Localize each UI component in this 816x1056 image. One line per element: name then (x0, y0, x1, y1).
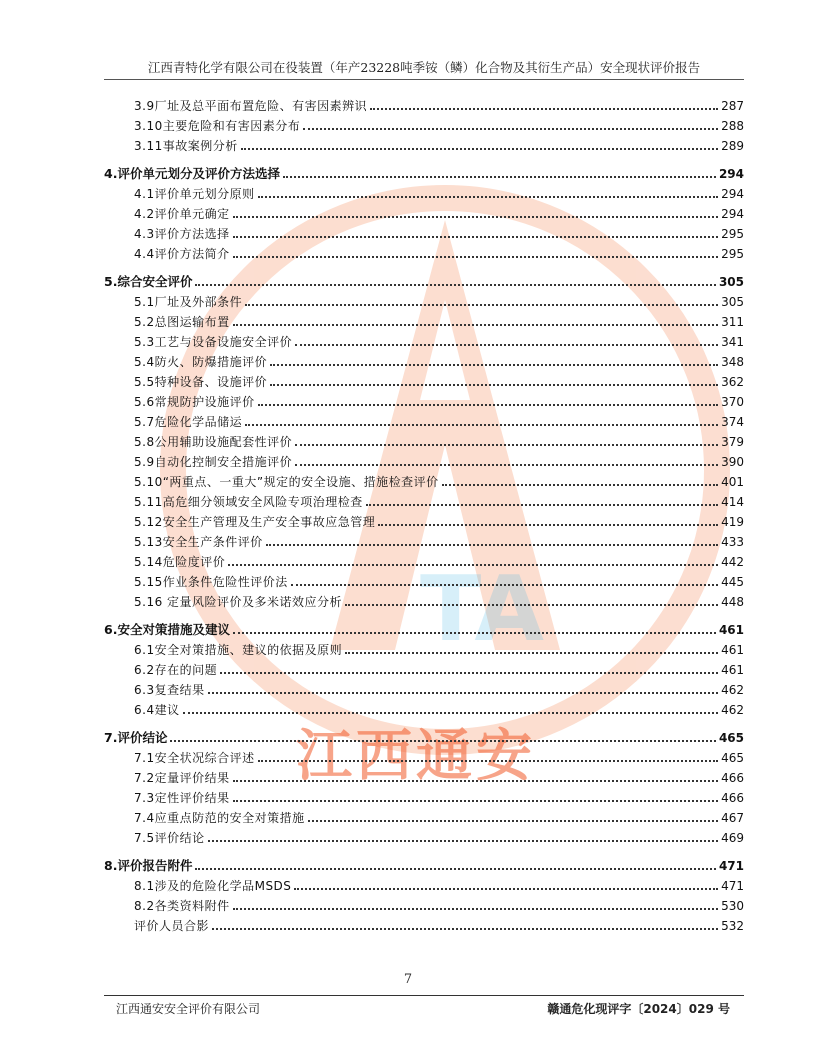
toc-dot-leader (442, 483, 718, 486)
toc-section-entry[interactable] (104, 309, 744, 329)
toc-entry-page: 370 (721, 395, 744, 409)
toc-dot-leader (378, 523, 718, 526)
toc-section-entry[interactable] (104, 745, 744, 765)
toc-chapter-entry[interactable] (104, 853, 744, 873)
toc-entry-page: 390 (721, 455, 744, 469)
toc-dot-leader (195, 283, 715, 286)
toc-entry-title: 6.1安全对策措施、建议的依据及原则 (134, 643, 343, 657)
toc-dot-leader (228, 563, 718, 566)
toc-chapter-entry[interactable] (104, 269, 744, 289)
toc-entry-page: 466 (721, 791, 744, 805)
toc-entry-title: 3.9厂址及总平面布置危险、有害因素辨识 (134, 99, 368, 113)
toc-entry-title: 3.10主要危险和有害因素分布 (134, 119, 301, 133)
toc-section-entry[interactable] (104, 289, 744, 309)
toc-entry-title: 5.11高危细分领域安全风险专项治理检查 (134, 495, 363, 509)
toc-entry-title: 5.4防火、防爆措施评价 (134, 355, 268, 369)
toc-dot-leader (258, 195, 719, 198)
toc-dot-leader (270, 383, 718, 386)
toc-dot-leader (258, 759, 719, 762)
toc-section-entry[interactable] (104, 369, 744, 389)
toc-dot-leader (233, 255, 719, 258)
toc-section-entry[interactable] (104, 489, 744, 509)
toc-dot-leader (212, 927, 718, 930)
toc-dot-leader (258, 403, 719, 406)
toc-entry-title: 5.15作业条件危险性评价法 (134, 575, 288, 589)
toc-entry-page: 469 (721, 831, 744, 845)
toc-entry-title: 6.4建议 (134, 703, 180, 717)
toc-entry-page: 379 (721, 435, 744, 449)
toc-entry-page: 288 (721, 119, 744, 133)
toc-section-entry[interactable] (104, 201, 744, 221)
toc-dot-leader (366, 503, 718, 506)
toc-entry-title: 4.评价单元划分及评价方法选择 (104, 166, 280, 181)
toc-entry-page: 445 (721, 575, 744, 589)
toc-section-entry[interactable] (104, 697, 744, 717)
toc-dot-leader (295, 463, 718, 466)
toc-section-entry[interactable] (104, 469, 744, 489)
svg-text:TA: TA (420, 557, 545, 662)
toc-entry-title: 7.3定性评价结果 (134, 791, 230, 805)
toc-entry-title: 7.1安全状况综合评述 (134, 751, 255, 765)
toc-entry-page: 448 (721, 595, 744, 609)
toc-chapter-entry[interactable] (104, 161, 744, 181)
toc-dot-leader (303, 127, 718, 130)
toc-section-entry[interactable] (104, 329, 744, 349)
toc-entry-page: 461 (721, 643, 744, 657)
page-header: 江西青特化学有限公司在役装置（年产23228吨季铵（鳞）化合物及其衍生产品）安全现状评价报告 (147, 60, 701, 75)
toc-entry-page: 311 (721, 315, 744, 329)
toc-dot-leader (295, 443, 718, 446)
toc-section-entry[interactable] (104, 677, 744, 697)
toc-dot-leader (170, 739, 715, 742)
toc-entry-title: 5.7危险化学品储运 (134, 415, 243, 429)
toc-section-entry[interactable] (104, 181, 744, 201)
toc-entry-title: 5.3工艺与设备设施安全评价 (134, 335, 293, 349)
toc-section-entry[interactable] (104, 349, 744, 369)
toc-entry-page: 287 (721, 99, 744, 113)
toc-section-entry[interactable] (104, 113, 744, 133)
toc-entry-title: 7.4应重点防范的安全对策措施 (134, 811, 305, 825)
toc-entry-page: 465 (721, 751, 744, 765)
toc-entry-title: 5.1厂址及外部条件 (134, 295, 243, 309)
toc-entry-page: 532 (721, 919, 744, 933)
toc-section-entry[interactable] (104, 429, 744, 449)
toc-section-entry[interactable] (104, 657, 744, 677)
toc-entry-title: 6.安全对策措施及建议 (104, 622, 230, 637)
toc-entry-page: 471 (721, 879, 744, 893)
toc-dot-leader (370, 107, 718, 110)
toc-section-entry[interactable] (104, 569, 744, 589)
toc-entry-page: 461 (718, 623, 744, 637)
toc-dot-leader (220, 671, 718, 674)
toc-entry-title: 6.3复查结果 (134, 683, 205, 697)
toc-entry-page: 471 (718, 859, 744, 873)
toc-entry-page: 305 (721, 295, 744, 309)
toc-entry-title: 5.12安全生产管理及生产安全事故应急管理 (134, 515, 376, 529)
toc-section-entry[interactable] (104, 529, 744, 549)
toc-entry-page: 467 (721, 811, 744, 825)
toc-dot-leader (294, 887, 718, 890)
toc-entry-page: 465 (718, 731, 744, 745)
toc-entry-title: 5.8公用辅助设施配套性评价 (134, 435, 293, 449)
toc-section-entry[interactable] (104, 893, 744, 913)
toc-entry-page: 294 (721, 207, 744, 221)
toc-entry-page: 462 (721, 683, 744, 697)
toc-entry-title: 5.13安全生产条件评价 (134, 535, 263, 549)
toc-entry-title: 8.2各类资料附件 (134, 899, 230, 913)
toc-entry-title: 5.6常规防护设施评价 (134, 395, 255, 409)
toc-section-entry[interactable] (104, 449, 744, 469)
toc-dot-leader (233, 235, 719, 238)
toc-entry-page: 462 (721, 703, 744, 717)
toc-entry-page: 295 (721, 247, 744, 261)
toc-dot-leader (208, 691, 719, 694)
toc-dot-leader (245, 303, 718, 306)
toc-dot-leader (233, 907, 719, 910)
toc-entry-page: 442 (721, 555, 744, 569)
toc-entry-page: 305 (718, 275, 744, 289)
toc-entry-page: 348 (721, 355, 744, 369)
toc-dot-leader (233, 799, 719, 802)
toc-entry-title: 5.9自动化控制安全措施评价 (134, 455, 293, 469)
toc-section-entry[interactable] (104, 873, 744, 893)
toc-entry-page: 295 (721, 227, 744, 241)
toc-entry-title: 5.16 定量风险评价及多米诺效应分析 (134, 595, 343, 609)
toc-dot-leader (233, 215, 719, 218)
toc-section-entry[interactable] (104, 409, 744, 429)
toc-dot-leader (195, 867, 715, 870)
toc-section-entry[interactable] (104, 221, 744, 241)
toc-entry-title: 6.2存在的问题 (134, 663, 218, 677)
toc-entry-title: 5.10“两重点、一重大”规定的安全设施、措施检查评价 (134, 475, 439, 489)
toc-section-entry[interactable] (104, 93, 744, 113)
toc-entry-title: 8.1涉及的危险化学品MSDS (134, 879, 292, 893)
toc-chapter-entry[interactable] (104, 725, 744, 745)
toc-section-entry[interactable] (104, 825, 744, 845)
toc-entry-page: 341 (721, 335, 744, 349)
toc-entry-title: 5.2总图运输布置 (134, 315, 230, 329)
toc-entry-title: 评价人员合影 (134, 919, 210, 933)
toc-dot-leader (295, 343, 718, 346)
toc-entry-page: 289 (721, 139, 744, 153)
page-number: 7 (403, 972, 413, 987)
toc-entry-page: 419 (721, 515, 744, 529)
toc-section-entry[interactable] (104, 549, 744, 569)
toc-dot-leader (241, 147, 718, 150)
toc-entry-title: 5.综合安全评价 (104, 274, 193, 289)
footer-doc-code: 赣通危化现评字〔2024〕029 号 (547, 1002, 730, 1016)
toc-section-entry[interactable] (104, 805, 744, 825)
toc-entry-title: 8.评价报告附件 (104, 858, 193, 873)
toc-section-entry[interactable] (104, 637, 744, 657)
toc-entry-title: 5.14危险度评价 (134, 555, 226, 569)
toc-section-entry[interactable] (104, 389, 744, 409)
toc-dot-leader (345, 603, 718, 606)
toc-entry-title: 4.1评价单元划分原则 (134, 187, 255, 201)
toc-entry-page: 401 (721, 475, 744, 489)
toc-entry-title: 4.3评价方法选择 (134, 227, 230, 241)
toc-entry-page: 461 (721, 663, 744, 677)
toc-dot-leader (283, 175, 716, 178)
toc-dot-leader (291, 583, 718, 586)
toc-entry-page: 433 (721, 535, 744, 549)
toc-dot-leader (233, 323, 719, 326)
watermark-text: 江西通安 (296, 724, 536, 789)
toc-entry-page: 466 (721, 771, 744, 785)
toc-dot-leader (308, 819, 719, 822)
toc-chapter-entry[interactable] (104, 617, 744, 637)
toc-dot-leader (233, 631, 716, 634)
toc-entry-page: 374 (721, 415, 744, 429)
toc-section-entry[interactable] (104, 241, 744, 261)
toc-entry-page: 414 (721, 495, 744, 509)
toc-entry-title: 7.评价结论 (104, 730, 168, 745)
toc-dot-leader (266, 543, 718, 546)
toc-dot-leader (233, 779, 719, 782)
footer-divider (104, 995, 744, 996)
toc-dot-leader (270, 363, 718, 366)
toc-entry-title: 3.11事故案例分析 (134, 139, 238, 153)
toc-dot-leader (183, 711, 719, 714)
toc-entry-page: 362 (721, 375, 744, 389)
toc-entry-title: 7.5评价结论 (134, 831, 205, 845)
toc-dot-leader (345, 651, 718, 654)
toc-section-entry[interactable] (104, 509, 744, 529)
toc-entry-title: 4.2评价单元确定 (134, 207, 230, 221)
toc-section-entry[interactable] (104, 913, 744, 933)
toc-dot-leader (245, 423, 718, 426)
toc-section-entry[interactable] (104, 589, 744, 609)
toc-entry-page: 294 (721, 187, 744, 201)
toc-entry-page: 294 (718, 167, 744, 181)
toc-entry-title: 4.4评价方法简介 (134, 247, 230, 261)
toc-section-entry[interactable] (104, 785, 744, 805)
toc-entry-title: 7.2定量评价结果 (134, 771, 230, 785)
toc-dot-leader (208, 839, 719, 842)
toc-section-entry[interactable] (104, 133, 744, 153)
toc-entry-page: 530 (721, 899, 744, 913)
header-divider (104, 79, 744, 80)
toc-entry-title: 5.5特种设备、设施评价 (134, 375, 268, 389)
footer-company: 江西通安安全评价有限公司 (116, 1002, 261, 1016)
toc-section-entry[interactable] (104, 765, 744, 785)
